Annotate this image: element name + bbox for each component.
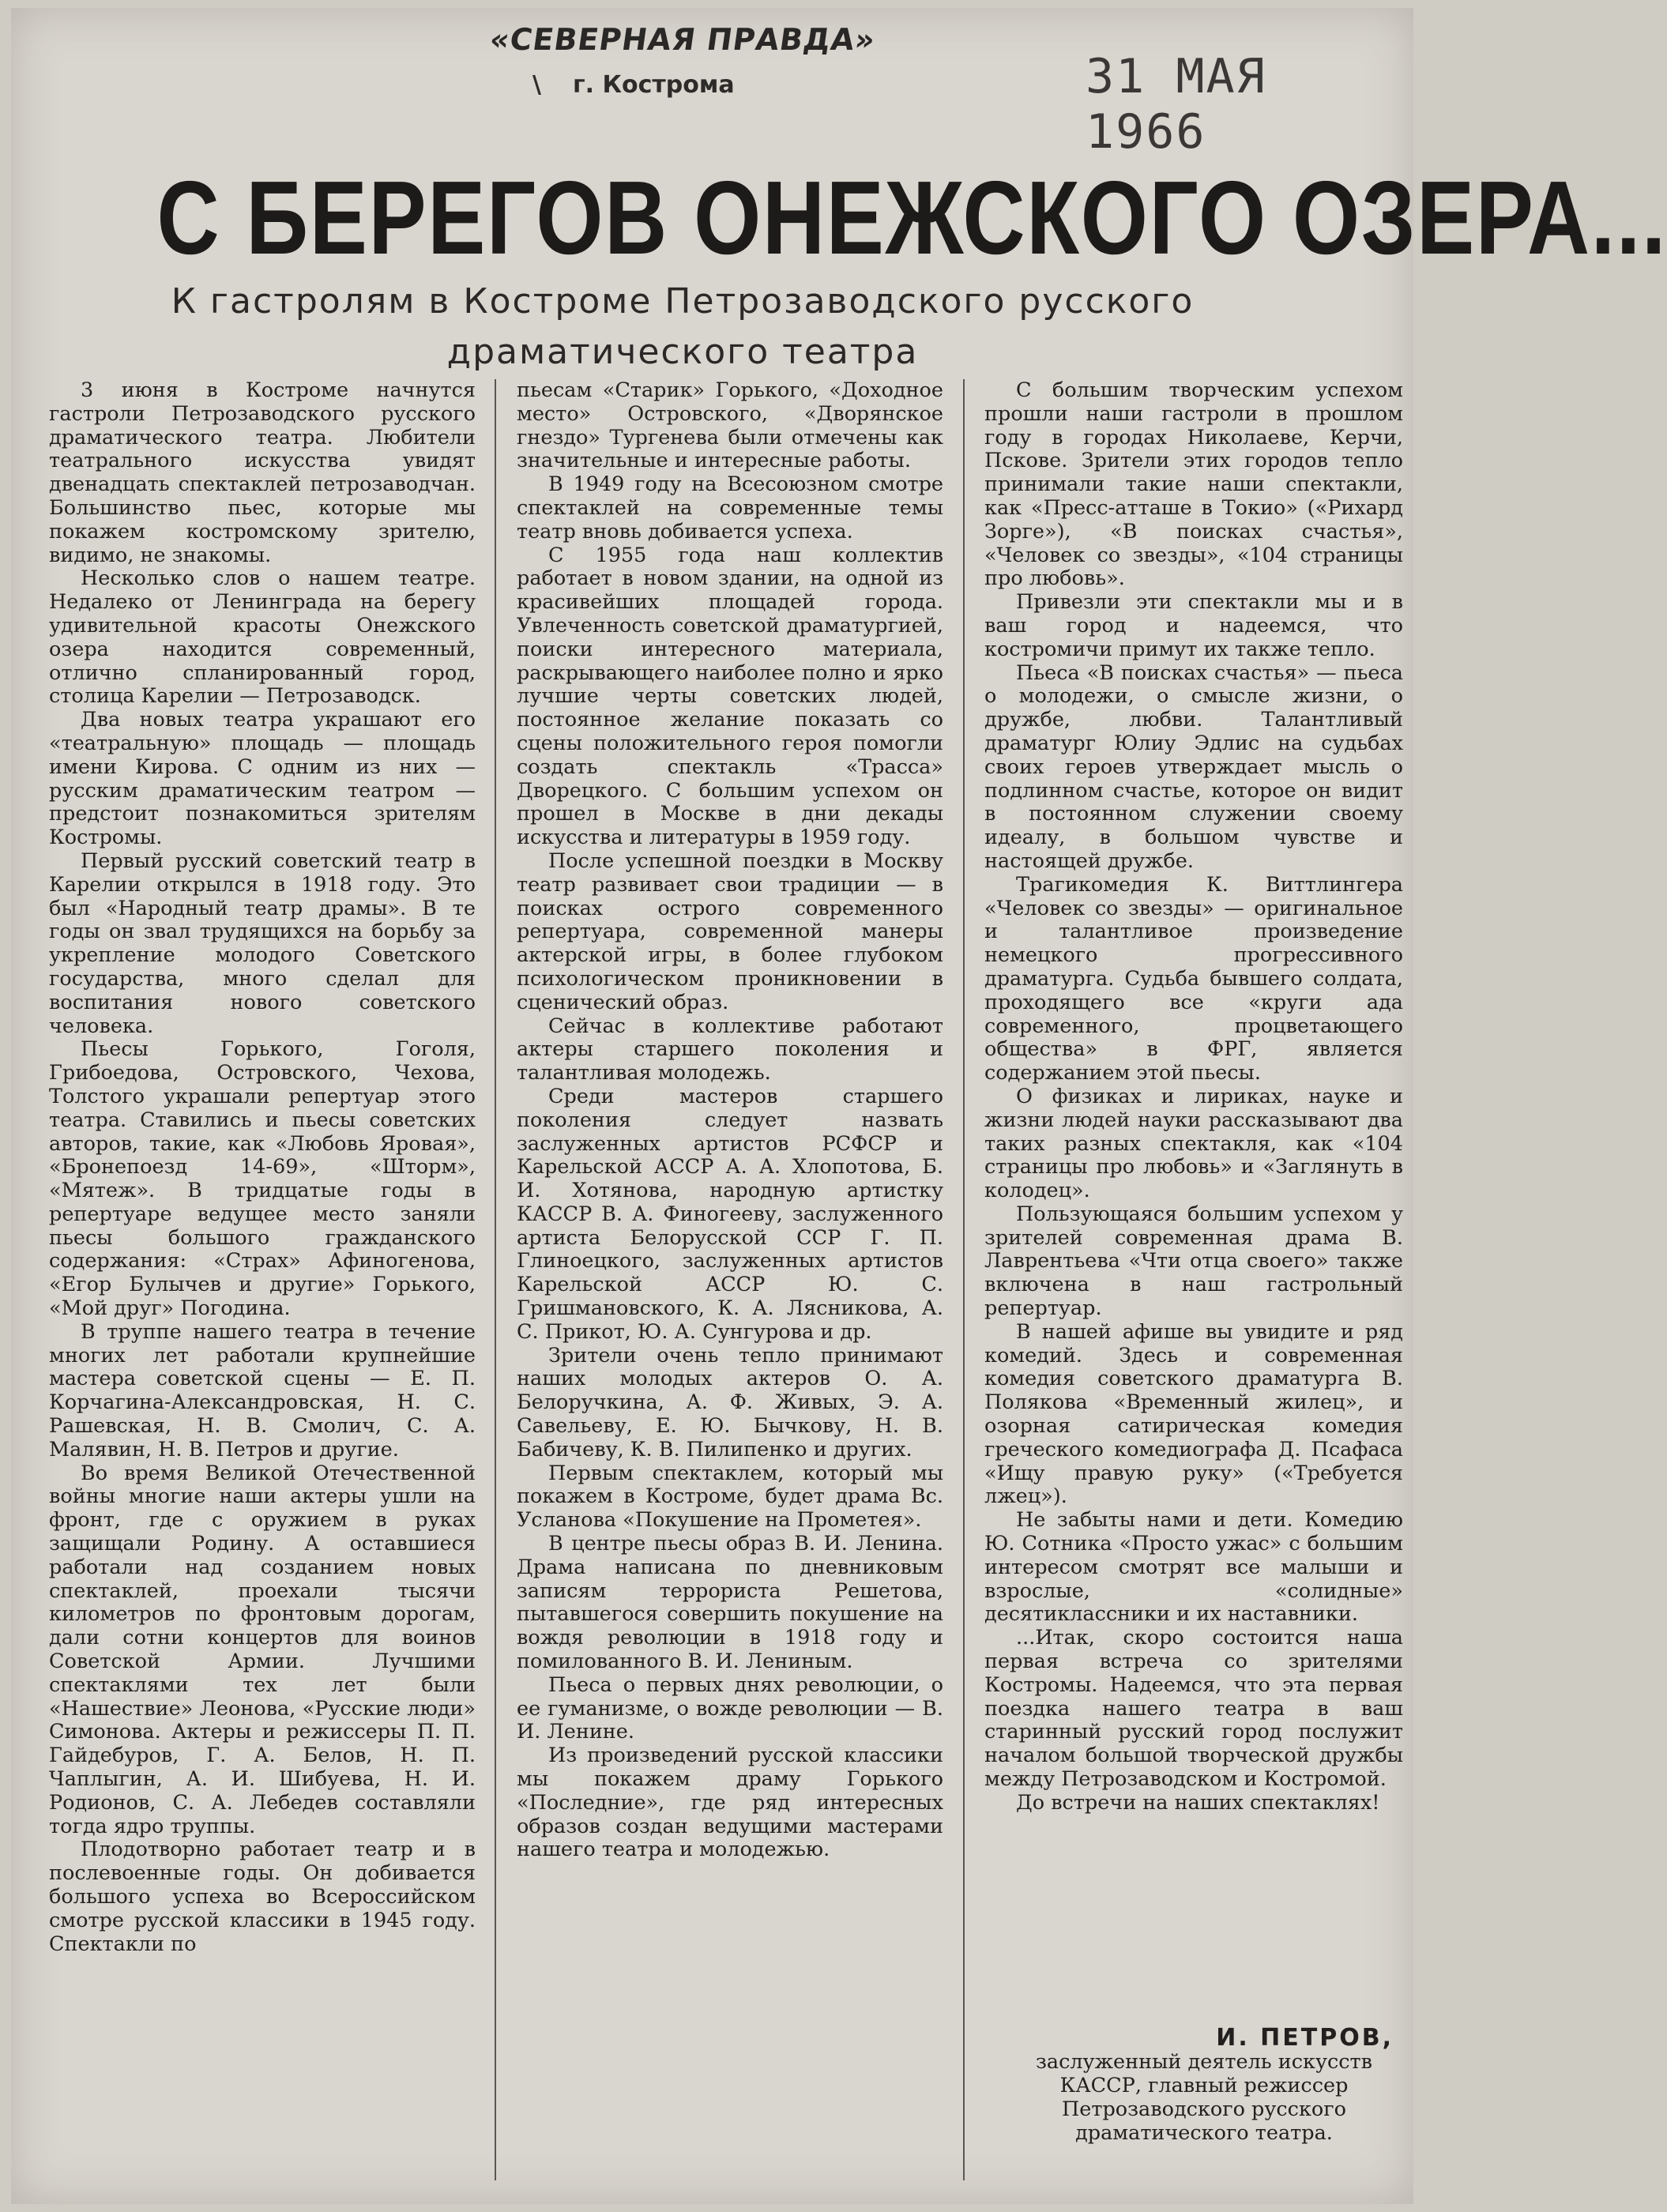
article-column-3	[984, 379, 1403, 1815]
newspaper-clipping	[11, 8, 1667, 2204]
subtitle-line-2: драматического театра	[446, 332, 919, 372]
author-signature	[1014, 2026, 1394, 2145]
paragraph: Среди мастеров старшего поколения следует назвать заслуженных артистов РСФСР и Карельской АССР А. А. Хлопотова, Б. И. Хотянова, народную артистку КАССР В. А. Финогееву, заслуженного артиста Белорусской ССР Г. П. Глиноецкого, заслуженных артистов Карельской АССР Ю. С. Гришмановского, К. А. Лясникова, А. С. Прикот, Ю. А. Сунгурова и др.	[517, 1084, 943, 1344]
paragraph: С 1955 года наш коллектив работает в новом здании, на одной из красивейших площадей города. Увлеченность советской драматургией, поиски интересного материала, раскрывающего наиболее полно и ярко лучшие черты советских людей, постоянное желание показать со сцены положительного героя помогли создать спектакль «Трасса» Дворецкого. С большим успехом он прошел в Москве в дни декады искусства и литературы в 1959 году.	[517, 543, 943, 850]
paragraph: Плодотворно работает театр и в послевоенные годы. Он добивается большого успеха во Всероссийском смотре русской классики в 1945 году. Спектакли по	[49, 1838, 476, 1956]
paragraph: Трагикомедия К. Виттлингера «Человек со звезды» — оригинальное и талантливое произведение немецкого прогрессивного драматурга. Судьба бывшего солдата, проходящего все «круги ада современного, процветающего общества» в ФРГ, является содержанием этой пьесы.	[984, 872, 1403, 1085]
paragraph: Несколько слов о нашем театре. Недалеко от Ленинграда на берегу удивительной красоты Онежского озера находится современный, отлично спланированный город, столица Карелии — Петрозаводск.	[49, 566, 476, 709]
article-column-1	[49, 379, 476, 1956]
paragraph: Сейчас в коллективе работают актеры старшего поколения и талантливая молодежь.	[517, 1014, 943, 1085]
paragraph: Пьеса о первых днях революции, о ее гуманизме, о вожде революции — В. И. Ленине.	[517, 1672, 943, 1744]
paragraph: пьесам «Старик» Горького, «Доходное место» Островского, «Дворянское гнездо» Тургенева были отмечены как значительные и интересные работы.	[517, 378, 943, 473]
author-name: И. ПЕТРОВ,	[1216, 2024, 1394, 2052]
city-label: г. Кострома	[572, 71, 735, 99]
paragraph: Два новых театра украшают его «театральную» площадь — площадь имени Кирова. С одним из них — русским драматическим театром — предстоит познакомиться зрителям Костромы.	[49, 708, 476, 850]
article-column-2	[517, 379, 943, 1862]
paragraph: Первым спектаклем, который мы покажем в Костроме, будет драма Вс. Усланова «Покушение на Прометея».	[517, 1461, 943, 1533]
paragraph: О физиках и лириках, науке и жизни людей науки рассказывают два таких разных спектакля, как «104 страницы про любовь» и «Заглянуть в колодец».	[984, 1084, 1403, 1203]
subtitle-line-1: К гастролям в Костроме Петрозаводского русского	[171, 281, 1195, 322]
paragraph: Привезли эти спектакли мы и в ваш город и надеемся, что костромичи примут их также тепло.	[984, 590, 1403, 661]
article-headline: С БЕРЕГОВ ОНЕЖСКОГО ОЗЕРА...	[156, 160, 1667, 276]
paragraph: В 1949 году на Всесоюзном смотре спектаклей на современные темы театр вновь добивается успеха.	[517, 472, 943, 544]
paragraph: До встречи на наших спектаклях!	[1016, 1790, 1380, 1815]
author-role: заслуженный деятель искусств КАССР, главный режиссер Петрозаводского русского драматического театра.	[1035, 2050, 1373, 2145]
paragraph: Пользующаяся большим успехом у зрителей современная драма В. Лаврентьева «Чти отца своего» также включена в наш гастрольный репертуар.	[984, 1202, 1403, 1321]
paragraph: В труппе нашего театра в течение многих лет работали крупнейшие мастера советской сцены — Е. П. Корчагина-Александровская, Н. С. Рашевская, Н. В. Смолич, С. А. Малявин, Н. В. Петров и другие.	[49, 1319, 476, 1462]
article-subtitle	[130, 276, 1236, 378]
newspaper-name: «СЕВЕРНАЯ ПРАВДА»	[487, 22, 878, 57]
paragraph: Из произведений русской классики мы покажем драму Горького «Последние», где ряд интересных образов создан ведущими мастерами нашего театра и молодежью.	[517, 1744, 943, 1862]
paragraph: ...Итак, скоро состоится наша первая встреча со зрителями Костромы. Надеемся, что эта первая поездка нашего театра в ваш старинный русский город послужит началом большой творческой дружбы между Петрозаводском и Костромой.	[984, 1626, 1403, 1792]
paragraph: Не забыты нами и дети. Комедию Ю. Сотника «Просто ужас» с большим интересом смотрят все малыши и взрослые, «солидные» десятиклассники и их наставники.	[984, 1508, 1403, 1627]
paragraph: С большим творческим успехом прошли наши гастроли в прошлом году в городах Николаеве, Керчи, Пскове. Зрители этих городов тепло принимали такие наши спектакли, как «Пресс-атташе в Токио» («Рихард Зорге»), «В поисках счастья», «Человек со звезды», «104 страницы про любовь».	[984, 378, 1403, 591]
date-stamp: 31 МАЯ 1966	[1086, 49, 1266, 160]
paragraph: В центре пьесы образ В. И. Ленина. Драма написана по дневниковым записям террориста Решетова, пытавшегося совершить покушение на вождя революции в 1918 году и помилованного В. И. Лениным.	[517, 1532, 943, 1674]
paragraph: Во время Великой Отечественной войны многие наши актеры ушли на фронт, где с оружием в руках защищали Родину. А оставшиеся работали над созданием новых спектаклей, проехали тысячи километров по фронтовым дорогам, дали сотни концертов для воинов Советской Армии. Лучшими спектаклями тех лет были «Нашествие» Леонова, «Русские люди» Симонова. Актеры и режиссеры П. П. Гайдебуров, Г. А. Белов, Н. П. Чаплыгин, А. И. Шибуева, Н. И. Родионов, С. А. Лебедев составляли тогда ядро труппы.	[49, 1461, 476, 1838]
column-rule	[495, 379, 496, 2180]
paragraph: 3 июня в Костроме начнутся гастроли Петрозаводского русского драматического театра. Любители театрального искусства увидят двенадцать спектаклей петрозаводчан. Большинство пьес, которые мы покажем костромскому зрителю, видимо, не знакомы.	[49, 378, 476, 567]
paragraph: Пьесы Горького, Гоголя, Грибоедова, Островского, Чехова, Толстого украшали репертуар этого театра. Ставились и пьесы советских авторов, такие, как «Любовь Яровая», «Бронепоезд 14-69», «Шторм», «Мятеж». В тридцатые годы в репертуаре ведущее место заняли пьесы большого гражданского содержания: «Страх» Афиногенова, «Егор Булычев и другие» Горького, «Мой друг» Погодина.	[49, 1037, 476, 1321]
paragraph: В нашей афише вы увидите и ряд комедий. Здесь и современная комедия советского драматурга В. Полякова «Временный жилец», и озорная сатирическая комедия греческого комедиографа Д. Псафаса «Ищу правую руку» («Требуется лжец»).	[984, 1319, 1403, 1509]
newspaper-city: \ г. Кострома	[532, 71, 735, 99]
paragraph: Пьеса «В поисках счастья» — пьеса о молодежи, о смысле жизни, о дружбе, любви. Талантливый драматург Юлиу Эдлис на судьбах своих героев утверждает мысль о подлинном счастье, которое он видит в постоянном служении своему идеалу, в большом чувстве и настоящей дружбе.	[984, 660, 1403, 873]
column-rule	[963, 379, 965, 2180]
paragraph: Зрители очень тепло принимают наших молодых актеров О. А. Белоручкина, А. Ф. Живых, Э. А. Савельеву, Е. Ю. Бычкову, Н. В. Бабичеву, К. В. Пилипенко и других.	[517, 1343, 943, 1462]
paragraph: После успешной поездки в Москву театр развивает свои традиции — в поисках острого современного репертуара, современной манеры актерской игры, в более глубоком психологическом проникновении в сценический образ.	[517, 848, 943, 1014]
paragraph: Первый русский советский театр в Карелии открылся в 1918 году. Это был «Народный театр драмы». В те годы он звал трудящихся на борьбу за укрепление молодого Советского государства, много сделал для воспитания нового советского человека.	[49, 848, 476, 1038]
